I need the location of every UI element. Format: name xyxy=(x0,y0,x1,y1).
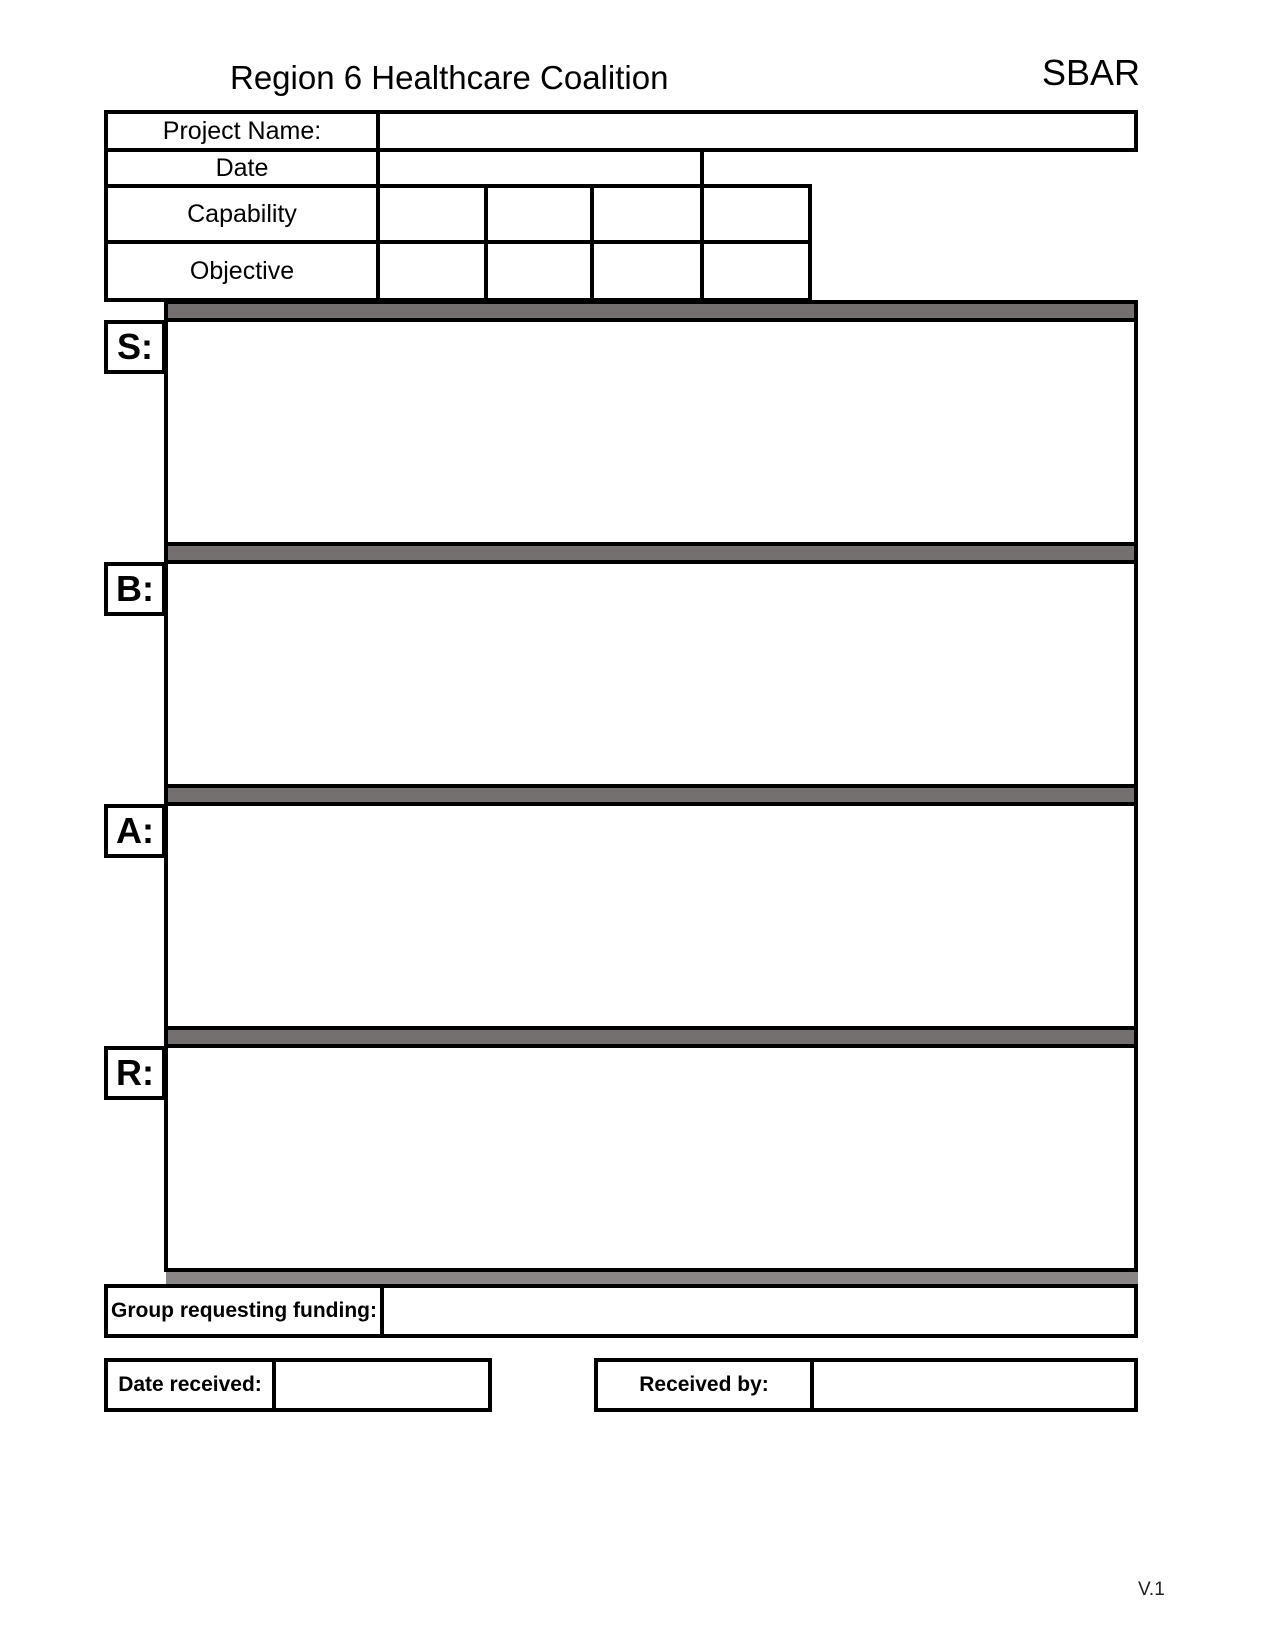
section-s-letter: S: xyxy=(104,320,166,374)
capability-cell-1[interactable] xyxy=(376,184,488,244)
section-a-letter: A: xyxy=(104,804,166,858)
section-r-letter: R: xyxy=(104,1046,166,1100)
section-r-footer-bar xyxy=(166,1272,1138,1284)
section-b-letter: B: xyxy=(104,562,166,616)
date-field[interactable] xyxy=(376,148,704,188)
capability-cell-3[interactable] xyxy=(590,184,704,244)
version-label: V.1 xyxy=(1138,1579,1165,1600)
page-title: Region 6 Healthcare Coalition xyxy=(230,59,669,96)
capability-cell-4[interactable] xyxy=(700,184,812,244)
date-label: Date xyxy=(104,148,380,188)
objective-cell-4[interactable] xyxy=(700,240,812,302)
form-type-label: SBAR xyxy=(1042,52,1141,93)
section-a-content[interactable] xyxy=(164,802,1138,1030)
date-extra-field[interactable] xyxy=(700,148,704,188)
section-s-content[interactable] xyxy=(164,318,1138,546)
capability-cell-2[interactable] xyxy=(484,184,594,244)
objective-label: Objective xyxy=(104,240,380,302)
group-requesting-funding-field[interactable] xyxy=(380,1284,1138,1338)
date-received-field[interactable] xyxy=(272,1358,492,1412)
section-r-content[interactable] xyxy=(164,1044,1138,1272)
project-name-field[interactable] xyxy=(376,110,1138,152)
objective-cell-3[interactable] xyxy=(590,240,704,302)
date-received-label: Date received: xyxy=(104,1358,276,1412)
received-by-field[interactable] xyxy=(810,1358,1138,1412)
received-by-label: Received by: xyxy=(594,1358,814,1412)
group-requesting-funding-label: Group requesting funding: xyxy=(104,1284,384,1338)
objective-cell-2[interactable] xyxy=(484,240,594,302)
project-name-label: Project Name: xyxy=(104,110,380,152)
section-b-content[interactable] xyxy=(164,560,1138,788)
objective-cell-1[interactable] xyxy=(376,240,488,302)
capability-label: Capability xyxy=(104,184,380,244)
